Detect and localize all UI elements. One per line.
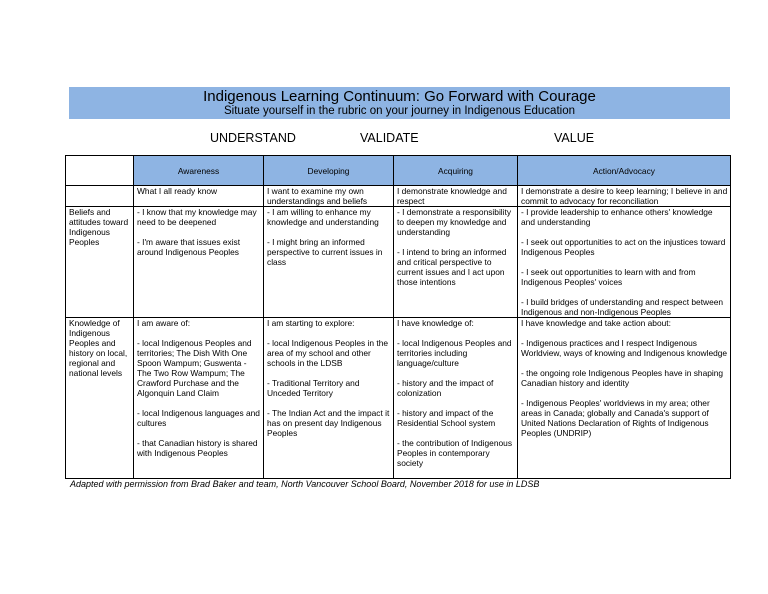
rubric-header-row <box>66 156 731 186</box>
knowledge-row-label: Knowledge of Indigenous Peoples and history on local, regional and national levels <box>66 318 134 479</box>
list-item: - I am willing to enhance my knowledge and understanding <box>267 207 379 227</box>
stage-validate: VALIDATE <box>360 131 419 145</box>
beliefs-row <box>66 207 731 318</box>
knowledge-acquiring-cell <box>394 318 518 479</box>
intro-row <box>66 186 731 207</box>
beliefs-acquiring-cell <box>394 207 518 318</box>
list-item: - I know that my knowledge may need to be deepened <box>137 207 257 227</box>
beliefs-row-label: Beliefs and attitudes toward Indigenous Peoples <box>66 207 134 318</box>
list-item: - I provide leadership to enhance others' knowledge and understanding <box>521 207 713 227</box>
document-title: Indigenous Learning Continuum: Go Forward with Courage <box>203 88 596 105</box>
list-item: - Indigenous practices and I respect Indigenous Worldview, ways of knowing and Indigenous knowledge <box>521 338 728 358</box>
list-item: - I'm aware that issues exist around Indigenous Peoples <box>137 237 241 257</box>
document-subtitle: Situate yourself in the rubric on your journey in Indigenous Education <box>224 105 575 117</box>
column-header-action-advocacy: Action/Advocacy <box>518 156 731 186</box>
list-item: - the contribution of Indigenous Peoples in contemporary society <box>397 438 513 468</box>
knowledge-awareness-cell <box>134 318 264 479</box>
list-item: - I intend to bring an informed and critical perspective to current issues and I act upon those intentions <box>397 247 507 287</box>
knowledge-row <box>66 318 731 479</box>
cell-intro: I am aware of: <box>137 318 191 328</box>
list-item: - I seek out opportunities to act on the injustices toward Indigenous Peoples <box>521 237 726 257</box>
title-banner <box>69 87 730 119</box>
intro-action-advocacy: I demonstrate a desire to keep learning; I believe in and commit to advocacy for reconciliation <box>518 186 731 207</box>
list-item: - local Indigenous Peoples and territories; The Dish With One Spoon Wampum; Guswenta - The Two Row Wampum; The Crawford Purchase and the Algonquin Land Claim <box>137 338 252 398</box>
list-item: - Indigenous Peoples' worldviews in my area; other areas in Canada; globally and Canada's support of United Nations Declaration of Rights of Indigenous Peoples (UNDRIP) <box>521 398 710 438</box>
column-header-developing: Developing <box>264 156 394 186</box>
column-header-acquiring: Acquiring <box>394 156 518 186</box>
continuum-rubric-table <box>65 155 731 479</box>
knowledge-action-advocacy-cell <box>518 318 731 479</box>
list-item: - The Indian Act and the impact it has on present day Indigenous Peoples <box>267 408 390 438</box>
cell-intro: I have knowledge and take action about: <box>521 318 671 328</box>
list-item: - local Indigenous languages and cultures <box>137 408 260 428</box>
beliefs-developing-cell <box>264 207 394 318</box>
list-item: - local Indigenous Peoples and territories including language/culture <box>397 338 512 368</box>
header-corner-cell <box>66 156 134 186</box>
list-item: - I might bring an informed perspective to current issues in class <box>267 237 383 267</box>
beliefs-awareness-cell <box>134 207 264 318</box>
column-header-awareness: Awareness <box>134 156 264 186</box>
list-item: - local Indigenous Peoples in the area of my school and other schools in the LDSB <box>267 338 389 368</box>
list-item: - Traditional Territory and Unceded Territory <box>267 378 360 398</box>
list-item: - I demonstrate a responsibility to deepen my knowledge and understanding <box>397 207 512 237</box>
knowledge-developing-cell <box>264 318 394 479</box>
intro-awareness: What I all ready know <box>134 186 264 207</box>
cell-intro: I have knowledge of: <box>397 318 474 328</box>
stage-value: VALUE <box>554 131 595 145</box>
beliefs-action-advocacy-cell <box>518 207 731 318</box>
list-item: - the ongoing role Indigenous Peoples have in shaping Canadian history and identity <box>521 368 724 388</box>
list-item: - history and the impact of colonization <box>397 378 494 398</box>
list-item: - that Canadian history is shared with Indigenous Peoples <box>137 438 258 458</box>
intro-developing: I want to examine my own understandings and beliefs <box>264 186 394 207</box>
cell-intro: I am starting to explore: <box>267 318 355 328</box>
stage-understand: UNDERSTAND <box>210 131 296 145</box>
list-item: - I seek out opportunities to learn with and from Indigenous Peoples' voices <box>521 267 696 287</box>
intro-row-label <box>66 186 134 207</box>
list-item: - history and impact of the Residential School system <box>397 408 496 428</box>
list-item: - I build bridges of understanding and respect between Indigenous and non-Indigenous Peoples <box>521 297 724 317</box>
attribution-note: Adapted with permission from Brad Baker and team, North Vancouver School Board, November 2018 for use in LDSB <box>70 479 540 489</box>
intro-acquiring: I demonstrate knowledge and respect <box>394 186 518 207</box>
